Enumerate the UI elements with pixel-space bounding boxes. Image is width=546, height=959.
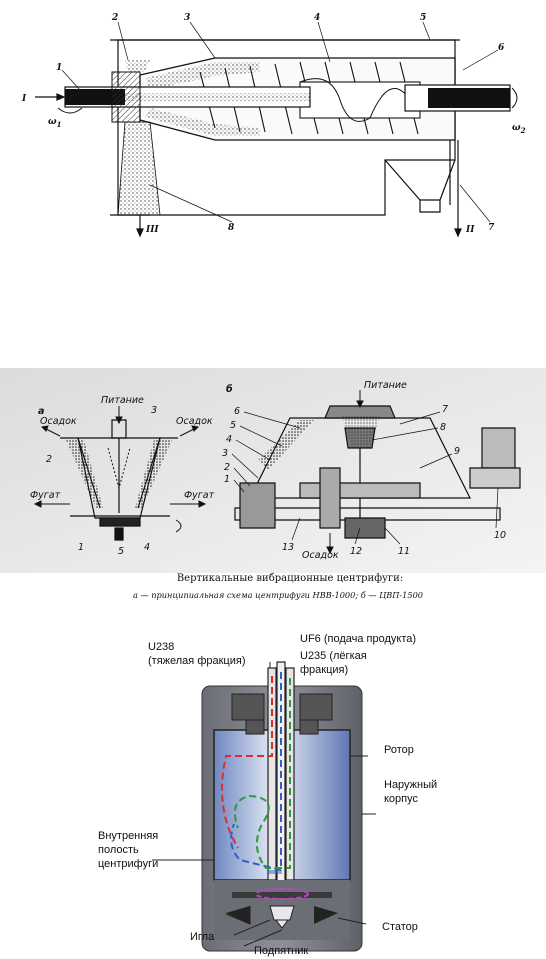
a-num-3: 3 — [151, 405, 158, 416]
a-num-5: 5 — [118, 546, 125, 557]
b-num-7: 7 — [442, 404, 449, 415]
inner-cavity-label-line2: полость — [98, 844, 139, 856]
uf6-label: UF6 (подача продукта) — [300, 633, 417, 645]
label-1: 1 — [56, 63, 63, 73]
b-sediment-label: Осадок — [302, 550, 339, 561]
bottom-assembly — [214, 880, 350, 940]
inner-cavity-label-line1: Внутренняя — [98, 830, 159, 842]
b-feed-label: Питание — [364, 380, 407, 391]
omega-2: $\omega_2$ — [512, 123, 526, 135]
a-fugate-left: Фугат — [30, 490, 61, 501]
left-bearing — [112, 72, 140, 122]
label-4: 4 — [314, 13, 321, 23]
label-3: 3 — [184, 13, 191, 23]
outer-casing-label-line2: корпус — [384, 793, 419, 805]
b-num-11: 11 — [398, 546, 411, 557]
u235-label-line2: фракция) — [300, 664, 349, 676]
figure-caption-subtitle: а — принципиальная схема центрифуги НВВ-1000; б — ЦВП-1500 — [133, 590, 423, 600]
flow-label-ii: II — [466, 225, 475, 235]
outer-casing-label-line1: Наружный — [384, 779, 438, 791]
flow-label-i: I — [22, 94, 27, 104]
b-num-9: 9 — [454, 446, 461, 457]
b-num-3: 3 — [222, 448, 229, 459]
label-5: 5 — [420, 13, 427, 23]
b-num-4: 4 — [226, 434, 233, 445]
bearing-label: Подпятник — [254, 945, 309, 957]
label-6: 6 — [498, 43, 505, 53]
b-num-8: 8 — [440, 422, 447, 433]
label-8: 8 — [228, 223, 235, 233]
stator-label: Статор — [382, 921, 418, 933]
b-num-13: 13 — [282, 542, 295, 553]
b-num-5: 5 — [230, 420, 237, 431]
b-num-6: 6 — [234, 406, 241, 417]
label-2: 2 — [112, 13, 119, 23]
label-7: 7 — [488, 223, 495, 233]
rotor-label: Ротор — [384, 744, 414, 756]
b-num-2: 2 — [224, 462, 231, 473]
decanter-centrifuge-diagram — [0, 0, 546, 250]
inner-cavity-label-line3: центрифуги — [98, 858, 159, 870]
omega-1: $\omega_1$ — [48, 117, 62, 129]
b-num-12: 12 — [350, 546, 363, 557]
solids-discharge — [118, 122, 160, 215]
u238-label-line2: (тяжелая фракция) — [148, 655, 246, 667]
a-feed-label: Питание — [101, 395, 144, 406]
a-fugate-right: Фугат — [184, 490, 215, 501]
vibratory-centrifuge-figure — [0, 368, 546, 618]
panel-a-label: а — [38, 406, 45, 417]
gas-centrifuge-diagram — [0, 628, 546, 959]
drive-shaft — [405, 85, 510, 111]
a-num-4: 4 — [144, 542, 151, 553]
a-num-1: 1 — [78, 542, 85, 553]
liquid-discharge-pipe — [450, 140, 458, 205]
panel-b-label: б — [226, 384, 233, 395]
u235-label-line1: U235 (лёгкая — [300, 650, 367, 662]
needle-label: Игла — [190, 931, 215, 943]
u238-label-line1: U238 — [148, 641, 175, 653]
a-sediment-left: Осадок — [40, 416, 77, 427]
b-num-1: 1 — [224, 474, 231, 485]
b-num-10: 10 — [494, 530, 507, 541]
a-num-2: 2 — [46, 454, 53, 465]
flow-label-iii: III — [146, 225, 159, 235]
figure-caption-title: Вертикальные вибрационные центрифуги: — [176, 573, 404, 584]
a-sediment-right: Осадок — [176, 416, 213, 427]
feed-pipe — [65, 87, 310, 107]
